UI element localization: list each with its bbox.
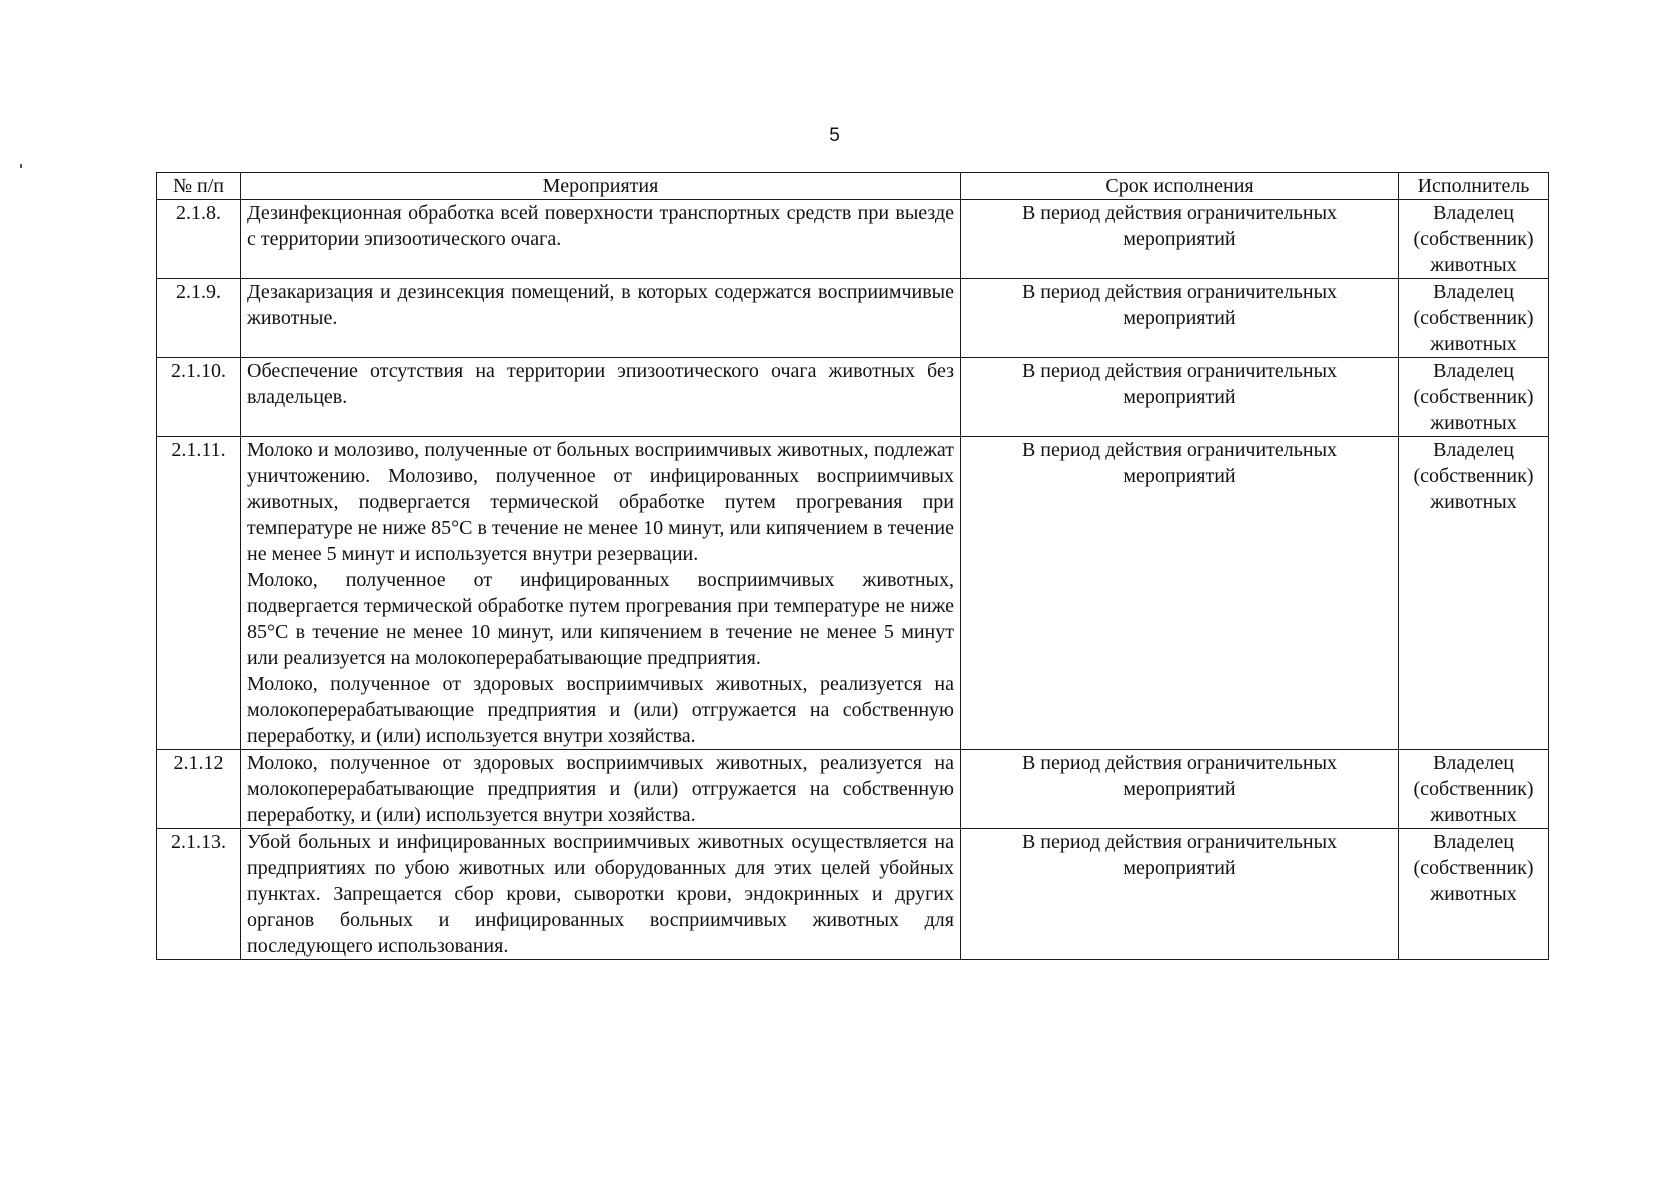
row-number: 2.1.8.: [157, 200, 241, 279]
row-executor: Владелец (собственник) животных: [1399, 750, 1549, 829]
table-row: [157, 358, 1549, 437]
table-row: [157, 279, 1549, 358]
page-number: 5: [829, 125, 840, 146]
table-row: [157, 437, 1549, 750]
header-term: Срок исполнения: [961, 173, 1399, 200]
measure-paragraph: Дезинфекционная обработка всей поверхности транспортных средств при выезде с территории эпизоотического очага.: [247, 202, 954, 250]
measures-table: [156, 172, 1549, 960]
table-body: [157, 200, 1549, 960]
header-row: [157, 173, 1549, 200]
row-number: 2.1.12: [157, 750, 241, 829]
row-measure: [241, 200, 961, 279]
row-term: В период действия ограничительных мероприятий: [961, 200, 1399, 279]
row-term: В период действия ограничительных мероприятий: [961, 437, 1399, 750]
row-measure: [241, 358, 961, 437]
row-executor: Владелец (собственник) животных: [1399, 358, 1549, 437]
row-term: В период действия ограничительных мероприятий: [961, 829, 1399, 960]
table-row: [157, 829, 1549, 960]
row-term: В период действия ограничительных мероприятий: [961, 750, 1399, 829]
row-executor: Владелец (собственник) животных: [1399, 829, 1549, 960]
measure-paragraph: Дезакаризация и дезинсекция помещений, в которых содержатся восприимчивые животные.: [247, 281, 954, 329]
header-measure: Мероприятия: [241, 173, 961, 200]
row-term: В период действия ограничительных мероприятий: [961, 358, 1399, 437]
table-row: [157, 200, 1549, 279]
row-executor: Владелец (собственник) животных: [1399, 279, 1549, 358]
measure-paragraph: Молоко, полученное от здоровых восприимчивых животных, реализуется на молокоперерабатывающие предприятия и (или) отгружается на собственную переработку, и (или) используется внутри хозяйства.: [247, 673, 954, 747]
row-number: 2.1.9.: [157, 279, 241, 358]
measure-paragraph: Молоко, полученное от инфицированных восприимчивых животных, подвергается термической обработке путем прогревания при температуре не ниже 85°С в течение не менее 10 минут, или кипячением в течение не менее 5 минут или реализуется на молокоперерабатывающие предприятия.: [247, 569, 954, 669]
row-number: 2.1.11.: [157, 437, 241, 750]
row-measure: [241, 279, 961, 358]
measure-paragraph: Молоко, полученное от здоровых восприимчивых животных, реализуется на молокоперерабатывающие предприятия и (или) отгружается на собственную переработку, и (или) используется внутри хозяйства.: [247, 752, 954, 826]
measure-paragraph: Молоко и молозиво, полученные от больных восприимчивых животных, подлежат уничтожению. Молозиво, полученное от инфицированных восприимчивых животных, подвергается термической обработке путем прогревания при температуре не ниже 85°С в течение не менее 10 минут, или кипячением в течение не менее 5 минут и используется внутри резервации.: [247, 439, 954, 565]
row-executor: Владелец (собственник) животных: [1399, 437, 1549, 750]
table-row: [157, 750, 1549, 829]
measure-paragraph: Убой больных и инфицированных восприимчивых животных осуществляется на предприятиях по убою животных или оборудованных для этих целей убойных пунктах. Запрещается сбор крови, сыворотки крови, эндокринных и других органов больных и инфицированных восприимчивых животных для последующего использования.: [247, 831, 954, 957]
row-number: 2.1.13.: [157, 829, 241, 960]
scan-speck: [20, 164, 22, 168]
row-measure: [241, 750, 961, 829]
row-measure: [241, 829, 961, 960]
row-executor: Владелец (собственник) животных: [1399, 200, 1549, 279]
row-number: 2.1.10.: [157, 358, 241, 437]
row-measure: [241, 437, 961, 750]
measure-paragraph: Обеспечение отсутствия на территории эпизоотического очага животных без владельцев.: [247, 360, 954, 408]
table-header: [157, 173, 1549, 200]
header-num: № п/п: [157, 173, 241, 200]
row-term: В период действия ограничительных мероприятий: [961, 279, 1399, 358]
header-executor: Исполнитель: [1399, 173, 1549, 200]
